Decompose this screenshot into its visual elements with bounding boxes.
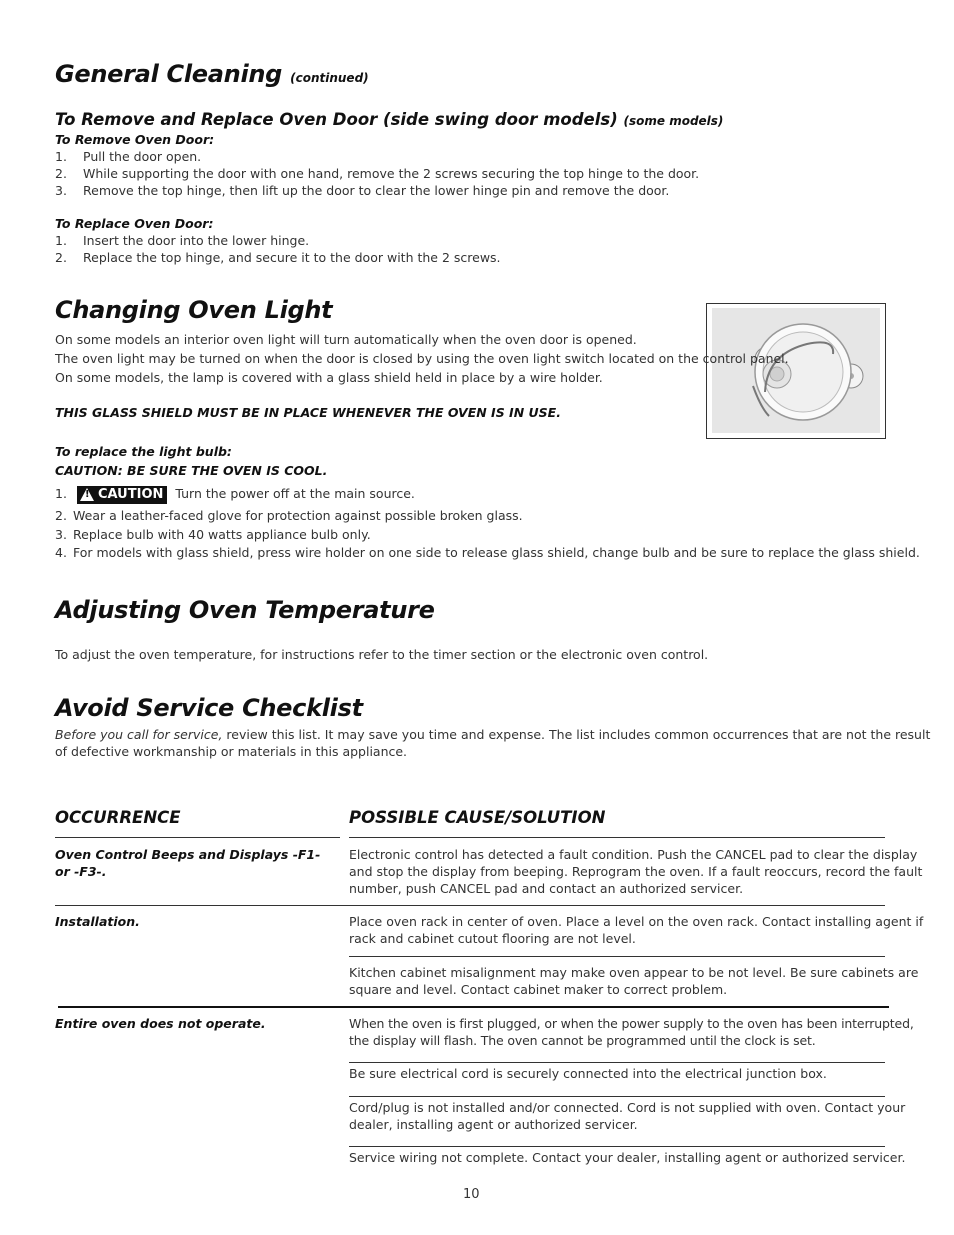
remove-step [55, 182, 699, 199]
solution-cell [349, 1065, 827, 1082]
step-text: Replace bulb with 40 watts appliance bulb only. [73, 526, 371, 542]
paragraph: The oven light may be turned on when the door is closed by using the oven light switch located on the control panel. [55, 351, 789, 366]
step-number: 2. [55, 250, 67, 265]
step-number: 1. [55, 233, 67, 248]
bulb-step [55, 544, 920, 563]
step-text: For models with glass shield, press wire holder on one side to release glass shield, change bulb and be sure to replace the glass shield. [73, 545, 920, 560]
section-title-service-checklist: Avoid Service Checklist [55, 694, 363, 722]
step-number: 2. [55, 508, 67, 523]
step-number: 4. [55, 545, 67, 560]
solution-cell [349, 964, 918, 998]
step-text: Insert the door into the lower hinge. [83, 233, 310, 248]
solution-cell [349, 1099, 905, 1133]
solution-line: and stop the display from beeping. Reprogram the oven. If a fault reoccurs, record the fault [349, 864, 923, 879]
section-title-oven-light: Changing Oven Light [55, 296, 333, 324]
solution-line: dealer, installing agent or authorized servicer. [349, 1117, 638, 1132]
replace-bulb-heading: To replace the light bulb: [55, 444, 232, 459]
solution-line: Kitchen cabinet misalignment may make oven appear to be not level. Be sure cabinets are [349, 965, 919, 980]
intro-line: of defective workmanship or materials in this appliance. [55, 744, 408, 759]
title-suffix: (continued) [290, 71, 369, 85]
section-title-adjusting-temperature: Adjusting Oven Temperature [55, 596, 435, 624]
occurrence-line: Oven Control Beeps and Displays -F1- [55, 847, 321, 862]
bulb-step [55, 484, 415, 504]
row-divider [58, 1006, 889, 1008]
intro-rest: review this list. It may save you time and expense. The list includes common occurrences that are not the result [222, 727, 931, 742]
bulb-steps-rest [55, 507, 920, 563]
row-divider [55, 905, 885, 906]
adjusting-text: To adjust the oven temperature, for instructions refer to the timer section or the electronic oven control. [55, 647, 709, 662]
glass-shield-warning: THIS GLASS SHIELD MUST BE IN PLACE WHENEVER THE OVEN IS IN USE. [55, 405, 561, 420]
replace-bulb-heading-block [55, 442, 327, 480]
bulb-step [55, 507, 920, 526]
replace-step [55, 232, 501, 249]
solution-line: number, push CANCEL pad and contact an authorized servicer. [349, 881, 744, 896]
solution-cell [349, 846, 922, 897]
bulb-step [55, 526, 920, 545]
remove-door-heading: To Remove Oven Door: [55, 132, 215, 147]
solution-divider [349, 1062, 885, 1063]
step-text: Wear a leather-faced glove for protection against possible broken glass. [73, 508, 523, 523]
section-title-general-cleaning [55, 60, 369, 88]
solution-line: When the oven is first plugged, or when the power supply to the oven has been interrupted, [349, 1016, 914, 1031]
intro-italic: Before you call for service, [55, 727, 223, 742]
solution-divider [349, 1146, 885, 1147]
solution-cell [349, 1015, 914, 1049]
intro-line [55, 726, 931, 743]
divider [349, 837, 885, 838]
paragraph: On some models an interior oven light will turn automatically when the oven door is opened. [55, 332, 637, 347]
subtitle-remove-replace-door [55, 110, 723, 129]
warning-triangle-icon: ! [80, 488, 94, 501]
column-header-occurrence: OCCURRENCE [55, 808, 181, 827]
page-number: 10 [463, 1187, 480, 1202]
divider [55, 837, 340, 838]
step-number: 1. [55, 486, 67, 501]
step-text: Replace the top hinge, and secure it to the door with the 2 screws. [83, 250, 501, 265]
solution-line: the display will flash. The oven cannot be programmed until the clock is set. [349, 1033, 816, 1048]
oven-light-paragraphs [55, 330, 789, 387]
solution-line: rack and cabinet cutout flooring are not level. [349, 931, 636, 946]
solution-line: Service wiring not complete. Contact your dealer, installing agent or authorized servicer. [349, 1150, 906, 1165]
step-text: Pull the door open. [83, 149, 202, 164]
paragraph: On some models, the lamp is covered with a glass shield held in place by a wire holder. [55, 370, 603, 385]
occurrence-line: Installation. [55, 914, 140, 929]
occurrence-line: Entire oven does not operate. [55, 1016, 266, 1031]
checklist-intro [55, 726, 931, 760]
replace-door-heading: To Replace Oven Door: [55, 216, 214, 231]
solution-cell [349, 913, 923, 947]
solution-line: square and level. Contact cabinet maker to correct problem. [349, 982, 728, 997]
step-number: 2. [55, 166, 67, 181]
title-text: General Cleaning [55, 60, 283, 88]
solution-line: Electronic control has detected a fault condition. Push the CANCEL pad to clear the display [349, 847, 918, 862]
column-header-solution: POSSIBLE CAUSE/SOLUTION [349, 808, 606, 827]
remove-door-block [55, 131, 699, 199]
remove-step [55, 148, 699, 165]
solution-divider [349, 1096, 885, 1097]
caution-badge [77, 486, 167, 504]
replace-step [55, 249, 501, 266]
caution-line: CAUTION: BE SURE THE OVEN IS COOL. [55, 463, 328, 478]
step-number: 3. [55, 183, 67, 198]
occurrence-cell [55, 1015, 266, 1032]
solution-divider [349, 956, 885, 957]
solution-cell [349, 1149, 905, 1166]
subtitle-suffix: (some models) [623, 114, 724, 128]
occurrence-cell [55, 913, 140, 930]
solution-line: Place oven rack in center of oven. Place a level on the oven rack. Contact installing agent if [349, 914, 924, 929]
occurrence-cell [55, 846, 320, 880]
occurrence-line: or -F3-. [55, 864, 107, 879]
solution-line: Be sure electrical cord is securely connected into the electrical junction box. [349, 1066, 827, 1081]
subtitle-text: To Remove and Replace Oven Door (side swing door models) [55, 110, 618, 129]
step-number: 1. [55, 149, 67, 164]
step-text: Turn the power off at the main source. [175, 486, 415, 501]
remove-step [55, 165, 699, 182]
solution-line: Cord/plug is not installed and/or connected. Cord is not supplied with oven. Contact your [349, 1100, 906, 1115]
replace-door-block [55, 215, 501, 266]
step-text: While supporting the door with one hand, remove the 2 screws securing the top hinge to the door. [83, 166, 700, 181]
caution-badge-label: CAUTION [97, 486, 164, 502]
step-text: Remove the top hinge, then lift up the door to clear the lower hinge pin and remove the door. [83, 183, 670, 198]
step-number: 3. [55, 526, 67, 542]
